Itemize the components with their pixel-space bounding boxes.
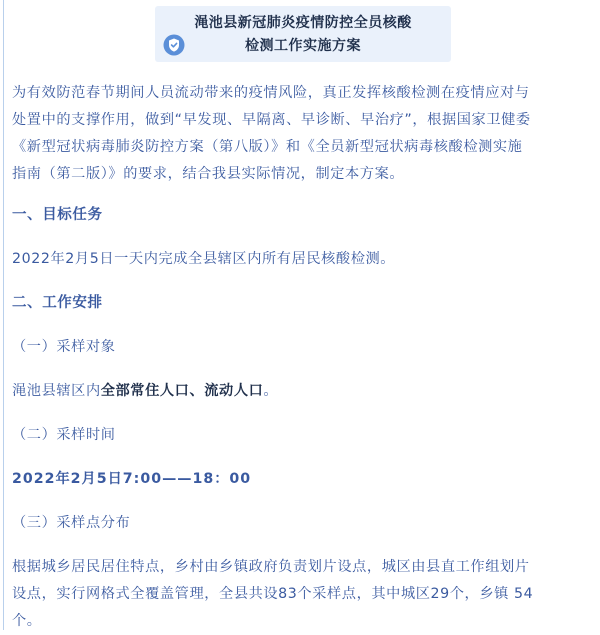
intro-line-2: 处置中的支撑作用，做到“早发现、早隔离、早诊断、早治疗”，根据国家卫健委 bbox=[12, 112, 531, 128]
sampling-targets-suffix: 。 bbox=[263, 383, 279, 399]
sampling-points-line-2: 设点，实行网格式全覆盖管理，全县共设83个采样点，其中城区29个，乡镇 54 bbox=[12, 586, 534, 602]
sampling-targets-prefix: 渑池县辖区内 bbox=[12, 383, 101, 399]
title-banner bbox=[155, 6, 451, 62]
sampling-points-paragraph bbox=[12, 554, 592, 635]
intro-line-1: 为有效防范春节期间人员流动带来的疫情风险，真正发挥核酸检测在疫情应对与 bbox=[12, 85, 530, 101]
section-heading-arrangement: 二、工作安排 bbox=[12, 295, 103, 311]
title-line-2: 检测工作实施方案 bbox=[245, 38, 361, 54]
section-heading-goals: 一、目标任务 bbox=[12, 207, 103, 223]
sampling-time-text: 2022年2月5日7:00——18：00 bbox=[12, 471, 252, 487]
intro-line-3: 《新型冠状病毒肺炎防控方案（第八版）》和《全员新型冠状病毒核酸检测实施 bbox=[12, 139, 523, 155]
subheading-sampling-targets: （一）采样对象 bbox=[12, 339, 116, 355]
sampling-targets-strong: 全部常住人口、流动人口 bbox=[100, 383, 264, 399]
title-line-1: 渑池县新冠肺炎疫情防控全员核酸 bbox=[194, 15, 412, 31]
goals-text: 2022年2月5日一天内完成全县辖区内所有居民核酸检测。 bbox=[12, 251, 396, 267]
sampling-points-line-3: 个。 bbox=[12, 613, 42, 629]
subheading-sampling-points: （三）采样点分布 bbox=[12, 515, 131, 531]
subheading-sampling-time: （二）采样时间 bbox=[12, 427, 116, 443]
sampling-targets-text bbox=[12, 378, 592, 405]
intro-paragraph bbox=[12, 80, 592, 188]
left-border-rule bbox=[3, 0, 4, 630]
intro-line-4: 指南（第二版）》的要求，结合我县实际情况，制定本方案。 bbox=[12, 166, 405, 182]
sampling-points-line-1: 根据城乡居民居住特点，乡村由乡镇政府负责划片设点，城区由县直工作组划片 bbox=[12, 559, 530, 575]
